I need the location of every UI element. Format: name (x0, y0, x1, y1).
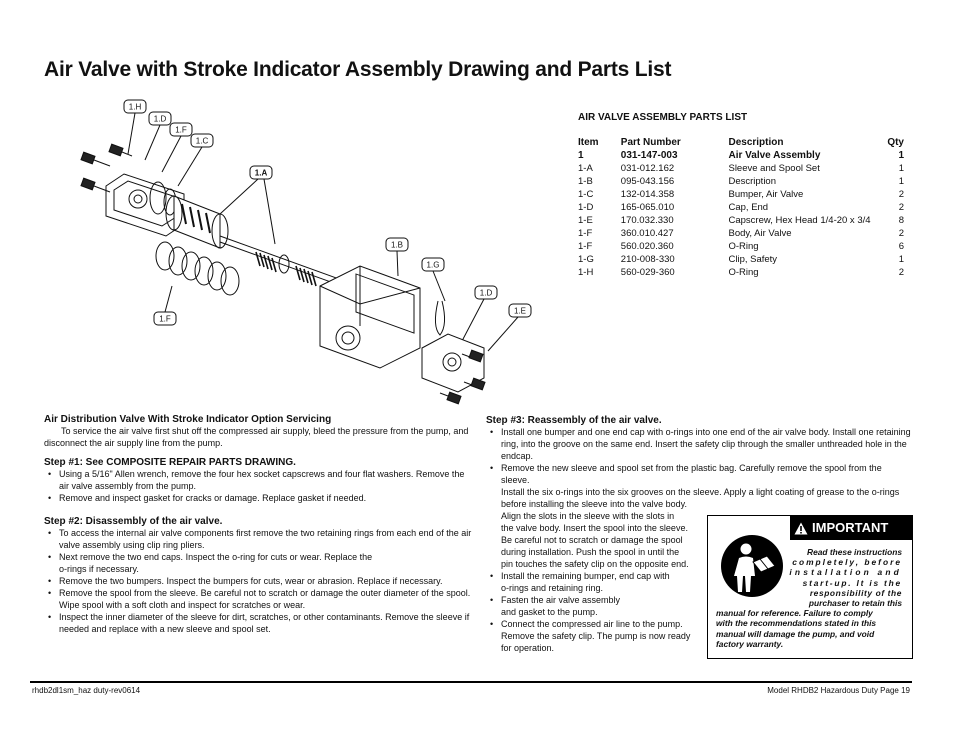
callout-label: 1.C (195, 136, 209, 146)
cell-part-number: 170.032.330 (620, 215, 674, 226)
important-line: responsibility of the (809, 587, 902, 598)
cell-part-number: 165-065.010 (620, 202, 675, 213)
cell-qty: 1 (898, 254, 904, 265)
table-row (576, 201, 906, 214)
cell-description: Body, Air Valve (728, 228, 792, 239)
cell-part-number: 132-014.358 (620, 189, 675, 200)
table-row (576, 214, 906, 227)
table-row (576, 188, 906, 201)
callout-1g (422, 258, 445, 301)
cell-item: 1-G (578, 254, 594, 265)
list-item: • Fasten the air valve assembly and gasket to the pump. (486, 594, 911, 618)
important-label: IMPORTANT (812, 520, 889, 535)
important-notice (707, 515, 913, 659)
warning-icon (794, 522, 808, 535)
callout-label: 1.A (254, 168, 268, 178)
header-item: Item (578, 137, 599, 148)
table-row (576, 162, 906, 175)
cell-qty: 1 (898, 176, 904, 187)
cell-part-number: 360.010.427 (620, 228, 674, 239)
important-line: factory warranty. (716, 638, 784, 649)
cell-item: 1-A (578, 163, 593, 174)
important-line: manual will damage the pump, and void (716, 628, 875, 639)
cell-description: Clip, Safety (728, 254, 778, 265)
footer-rule (30, 681, 912, 683)
list-item: • Using a 5/16" Allen wrench, remove the four hex socket capscrews and four flat washers. Remove the air valve assembly from the pump. (44, 468, 474, 492)
callout-1b (386, 238, 408, 276)
important-line: installation and (789, 567, 902, 578)
list-item: • Next remove the two end caps. Inspect the o-ring for cuts or wear. Replace the o-rings if necessary. (44, 551, 474, 575)
cell-part-number: 031-012.162 (620, 163, 675, 174)
footer-doc-id: rhdb2dl1sm_haz duty-rev0614 (32, 686, 141, 695)
cell-item: 1-E (578, 215, 593, 226)
callout-label: 1.D (153, 114, 167, 124)
header-part-number: Part Number (620, 137, 681, 148)
cell-qty: 6 (898, 241, 904, 252)
cell-description: Cap, End (728, 202, 769, 213)
table-row (576, 240, 906, 253)
table-header-row (576, 136, 906, 149)
cell-qty: 2 (898, 202, 904, 213)
table-row (576, 175, 906, 188)
callout-label: 1.F (159, 314, 171, 324)
step1-heading: Step #1: See COMPOSITE REPAIR PARTS DRAWING. (44, 457, 296, 468)
callout-1f-bottom (154, 286, 176, 325)
cell-description: Sleeve and Spool Set (728, 163, 820, 174)
important-header (790, 516, 912, 540)
important-line: purchaser to retain this (808, 598, 902, 609)
cell-description: Capscrew, Hex Head 1/4-20 x 3/4 (728, 215, 871, 226)
callout-label: 1.B (390, 240, 404, 250)
callout-1d-right (462, 286, 497, 341)
cell-part-number: 560-029-360 (620, 267, 675, 278)
table-row (576, 266, 906, 279)
step3-heading: Step #3: Reassembly of the air valve. (486, 415, 662, 426)
table-row (576, 227, 906, 240)
step2-list (44, 527, 474, 635)
list-item: • Install the remaining bumper, end cap with o-rings and retaining ring. (486, 570, 911, 594)
callout-label: 1.G (426, 260, 440, 270)
list-item: • Remove the new sleeve and spool set from the plastic bag. Carefully remove the spool from the sleeve. Install the six o-rings into the six grooves on the sleeve. Apply a light coating of grease to the o-rings before installing the sleeve into the valve body. Align the slots in the sleeve with the slots in the valve body. Insert the spool into the sleeve. Be careful not to scratch or damage the spool during installation. Push the spool in until the pin touches the safety clip on the opposite end. (486, 462, 911, 570)
table-row (576, 253, 906, 266)
callout-1e (488, 304, 531, 351)
servicing-instructions (44, 414, 474, 635)
header-description: Description (728, 137, 784, 148)
important-line: start-up. It is the (802, 577, 902, 588)
cell-description: O-Ring (728, 267, 759, 278)
cell-description: Description (728, 176, 777, 187)
step2-heading: Step #2: Disassembly of the air valve. (44, 516, 223, 527)
cell-part-number: 095-043.156 (620, 176, 675, 187)
callout-label: 1.H (128, 102, 142, 112)
cell-item: 1-D (578, 202, 594, 213)
callout-label: 1.F (175, 125, 187, 135)
cell-description: O-Ring (728, 241, 759, 252)
assembly-drawing (70, 96, 540, 414)
cell-item: 1 (578, 150, 584, 161)
cell-description: Bumper, Air Valve (728, 189, 804, 200)
cell-item: 1-H (578, 267, 594, 278)
cell-qty: 2 (898, 228, 904, 239)
page-title: Air Valve with Stroke Indicator Assembly Drawing and Parts List (44, 58, 672, 81)
callout-1h (124, 100, 146, 154)
callout-1f-top (162, 123, 192, 172)
cell-qty: 1 (898, 163, 904, 174)
step1-list (44, 468, 474, 504)
cell-part-number: 560.020.360 (620, 241, 674, 252)
table-row (576, 149, 906, 162)
important-text (716, 547, 902, 649)
cell-description: Air Valve Assembly (728, 150, 821, 161)
cell-part-number: 210-008-330 (620, 254, 675, 265)
cell-qty: 8 (898, 215, 904, 226)
callout-label: 1.D (479, 288, 493, 298)
cell-qty: 2 (898, 267, 904, 278)
list-item: • Remove and inspect gasket for cracks or damage. Replace gasket if needed. (44, 492, 474, 504)
callout-1d-top (145, 112, 171, 160)
cell-item: 1-C (578, 189, 594, 200)
cell-item: 1-F (578, 241, 593, 252)
footer-page: Model RHDB2 Hazardous Duty Page 19 (767, 686, 910, 695)
list-item: • Remove the spool from the sleeve. Be careful not to scratch or damage the outer diameter of the spool. Wipe spool with a soft cloth and inspect for scratches or wear. (44, 587, 474, 611)
important-line: completely, before (792, 557, 902, 568)
cell-qty: 2 (898, 189, 904, 200)
list-item: • Install one bumper and one end cap with o-rings into one end of the air valve body. Install one retaining ring, into the groove on the same end. Insert the safety clip through the smaller unthreaded hole in the endcap. (486, 426, 911, 462)
list-item: • Remove the two bumpers. Inspect the bumpers for cuts, wear or abrasion. Replace if necessary. (44, 575, 474, 587)
cell-item: 1-F (578, 228, 593, 239)
cell-part-number: 031-147-003 (620, 150, 678, 161)
important-line: Read these instructions (807, 547, 902, 557)
callout-label: 1.E (513, 306, 527, 316)
servicing-heading: Air Distribution Valve With Stroke Indicator Option Servicing (44, 414, 332, 425)
cell-qty: 1 (898, 150, 904, 161)
list-item: • Inspect the inner diameter of the sleeve for dirt, scratches, or other contaminants. Remove the sleeve if needed and replace with a new sleeve and spool set. (44, 611, 474, 635)
servicing-intro-line: To service the air valve first shut off the compressed air supply, bleed the pressure from the pump, and (61, 426, 469, 436)
callout-1c (178, 134, 213, 186)
parts-table (576, 136, 906, 279)
servicing-intro-line: disconnect the air supply line from the pump. (44, 438, 223, 448)
important-line: with the recommendations stated in this (716, 618, 877, 629)
header-qty: Qty (887, 137, 904, 148)
parts-list-title: AIR VALVE ASSEMBLY PARTS LIST (578, 112, 748, 123)
list-item: • Connect the compressed air line to the pump. Remove the safety clip. The pump is now ready for operation. (486, 618, 911, 654)
important-line: manual for reference. Failure to comply (716, 608, 873, 619)
list-item: • To access the internal air valve components first remove the two retaining rings from each end of the air valve assembly using clip ring pliers. (44, 527, 474, 551)
cell-item: 1-B (578, 176, 593, 187)
